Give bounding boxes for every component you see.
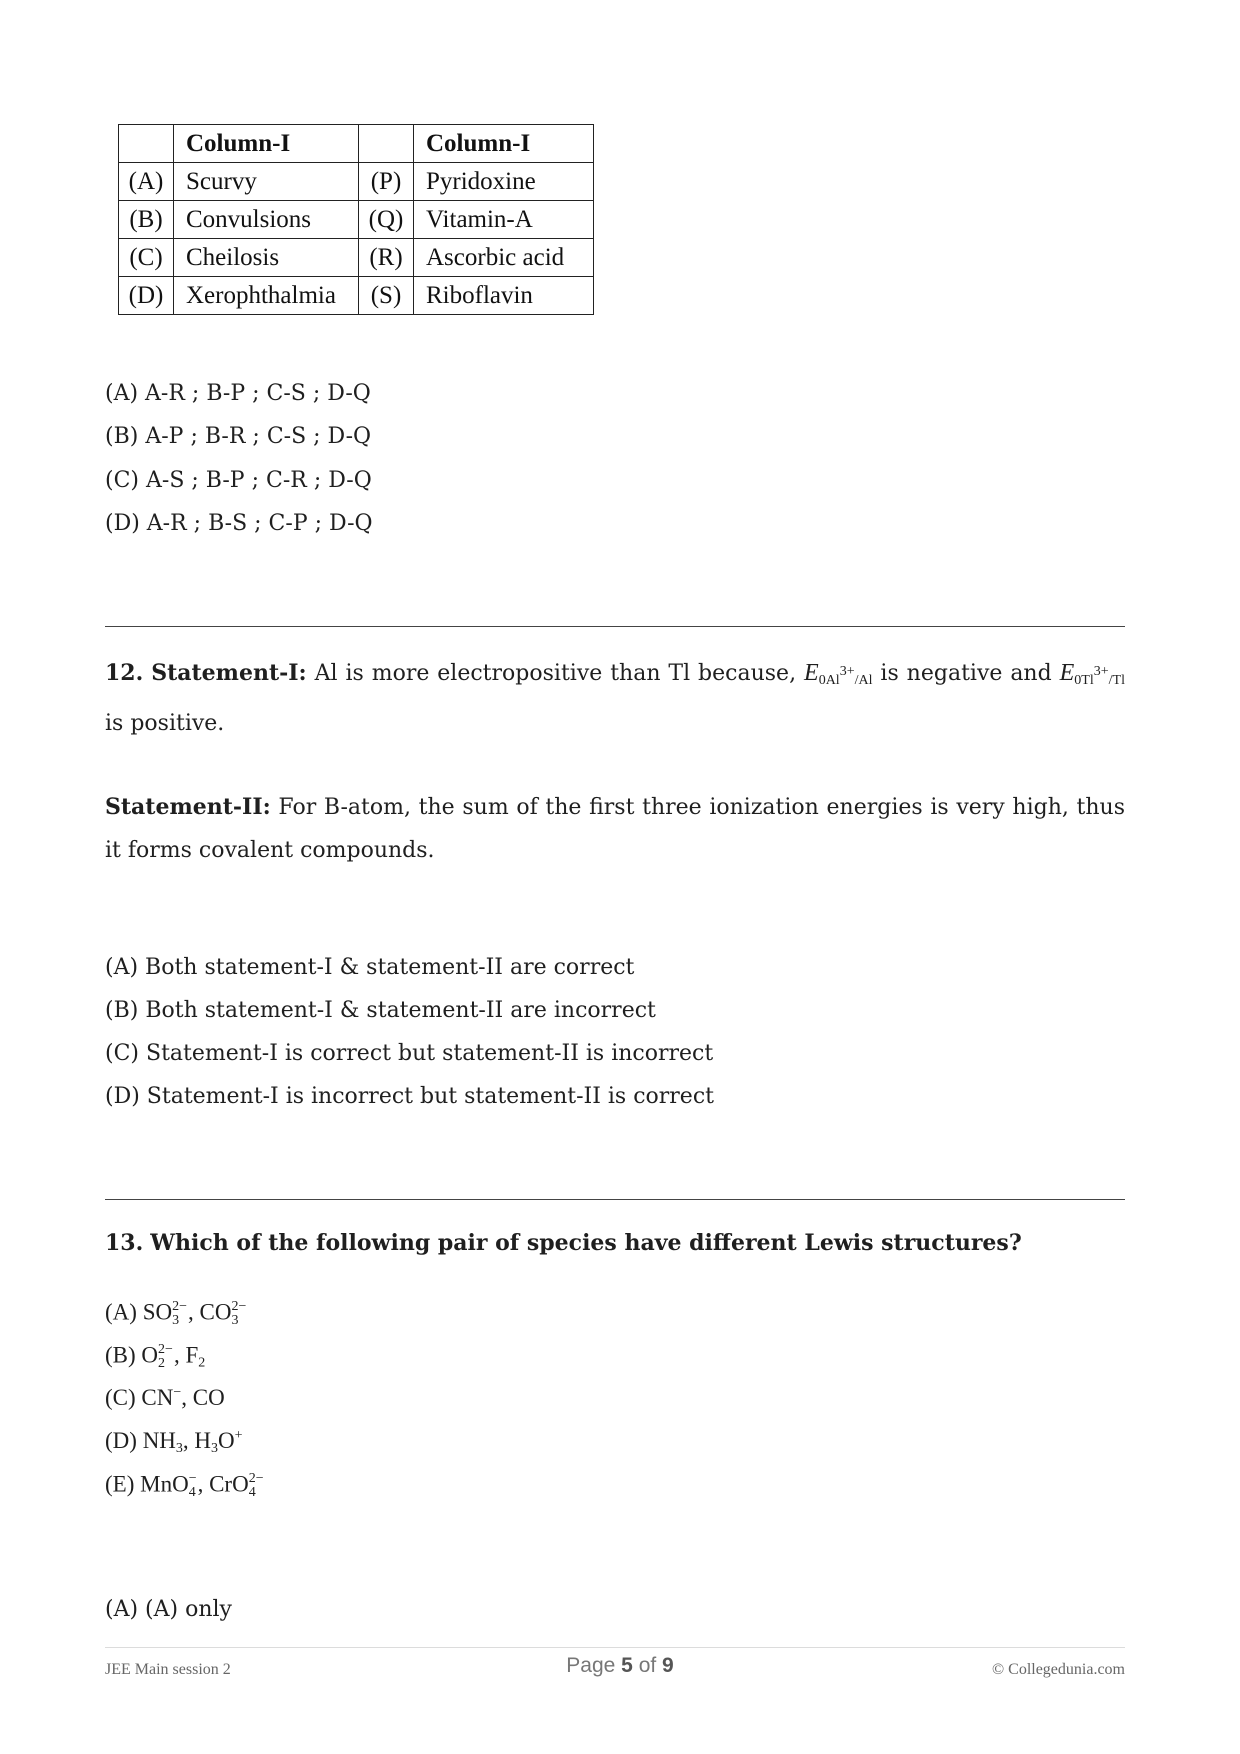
statement-2-text: For B-atom, the sum of the first three ionization energies is very high, thus it forms covalent compounds. [105,795,1126,863]
atom-subscript: 2 [198,1355,206,1371]
atom-subscript: 3 [172,1313,180,1328]
row-item: Pyridoxine [414,163,594,201]
statement-1-label: Statement-I: [151,660,307,686]
item-label: (E) [105,1471,135,1497]
charge-superscript: 2− [158,1342,173,1357]
match-table-header [119,125,594,163]
item-label: (C) [105,1385,136,1410]
q12-option-d: (D) Statement-I is incorrect but statement-II is correct [105,1084,714,1109]
species: O [218,1428,235,1453]
page-word: Page [566,1654,616,1677]
item-label: (B) [105,1342,136,1368]
item-label: (D) [105,1428,137,1453]
charge-superscript: 2− [172,1299,187,1314]
q12-option-b: (B) Both statement-I & statement-II are incorrect [105,998,656,1023]
row-label: (Q) [359,201,414,239]
species: SO [142,1299,173,1325]
charge-superscript: 3+ [1093,664,1109,679]
statement-1-text: is negative and [880,661,1052,686]
atom-subscript: 3 [175,1441,183,1456]
q13-item-c [105,1386,225,1409]
charge-superscript: − [188,1471,197,1486]
q11-option-b: (B) A-P ; B-R ; C-S ; D-Q [105,424,372,449]
potential-subscript: /Al [854,673,873,688]
statement-1-text: Al is more electropositive than Tl because, [314,661,797,686]
species: CN [141,1385,174,1410]
row-label: (A) [119,163,174,201]
footer-exam-name: JEE Main session 2 [105,1661,231,1678]
row-item: Convulsions [174,201,359,239]
table-header-column-1: Column-I [174,125,359,163]
statement-2-label: Statement-II: [105,794,271,820]
row-item: Ascorbic acid [414,239,594,277]
separator: , [181,1385,193,1410]
divider [105,626,1125,627]
footer-divider [105,1647,1125,1648]
row-item: Scurvy [174,163,359,201]
atom-subscript: 2 [158,1356,166,1371]
row-label: (R) [359,239,414,277]
table-row [119,163,594,201]
item-label: (A) [105,1299,137,1325]
species: CrO [209,1471,249,1497]
species: NH [142,1428,176,1453]
row-label: (C) [119,239,174,277]
match-table [118,124,594,315]
atom-subscript: 4 [248,1485,256,1500]
charge-superscript: 2− [248,1471,264,1486]
statement-1-text: is positive. [105,711,225,736]
row-item: Vitamin-A [414,201,594,239]
row-label: (P) [359,163,414,201]
separator: , [182,1428,195,1453]
q13-option-a: (A) (A) only [105,1597,232,1622]
table-row [119,201,594,239]
table-row [119,239,594,277]
row-label: (B) [119,201,174,239]
row-item: Riboflavin [414,277,594,315]
table-header-blank [119,125,174,163]
row-item: Cheilosis [174,239,359,277]
question-number: 12. [105,660,144,686]
species: O [141,1342,159,1368]
atom-subscript: 3 [231,1313,239,1328]
q13-item-b [105,1343,205,1371]
charge-superscript: − [173,1385,182,1400]
page-of: of [638,1654,657,1677]
row-item: Xerophthalmia [174,277,359,315]
q12-statement-2 [105,786,1125,872]
charge-superscript: 2− [231,1299,247,1314]
table-row [119,277,594,315]
q11-option-d: (D) A-R ; B-S ; C-P ; D-Q [105,511,373,536]
atom-subscript: 4 [188,1485,196,1500]
row-label: (D) [119,277,174,315]
divider [105,1199,1125,1200]
q13-question [105,1222,1125,1265]
species: CO [192,1385,225,1410]
separator: , [197,1471,210,1497]
q12-option-a: (A) Both statement-I & statement-II are correct [105,955,635,980]
row-label: (S) [359,277,414,315]
question-text: Which of the following pair of species have different Lewis structures? [150,1230,1022,1256]
separator: , [173,1342,186,1368]
atom-subscript: 3 [211,1441,219,1456]
potential-symbol: E [804,660,819,686]
footer-copyright: © Collegedunia.com [991,1661,1125,1678]
potential-subscript: /Tl [1108,673,1125,688]
potential-subscript: 0Al [818,673,840,688]
q13-item-a [105,1300,247,1328]
q11-option-c: (C) A-S ; B-P ; C-R ; D-Q [105,468,372,493]
species: F [185,1342,199,1368]
table-header-column-2: Column-I [414,125,594,163]
charge-superscript: 3+ [839,664,855,679]
q12-statement-1 [105,650,1125,745]
q13-item-d [105,1429,243,1456]
q11-option-a: (A) A-R ; B-P ; C-S ; D-Q [105,381,371,406]
page-total: 9 [662,1654,674,1677]
potential-symbol: E [1059,660,1075,686]
q12-option-c: (C) Statement-I is correct but statement-II is incorrect [105,1041,714,1066]
separator: , [188,1299,200,1325]
table-header-blank [359,125,414,163]
q13-item-e [105,1472,265,1500]
page-current: 5 [621,1654,633,1677]
question-number: 13. [105,1230,144,1256]
species: MnO [140,1471,189,1497]
species: CO [199,1299,232,1325]
species: H [194,1428,212,1453]
charge-superscript: + [234,1428,243,1443]
potential-subscript: 0Tl [1074,673,1094,688]
